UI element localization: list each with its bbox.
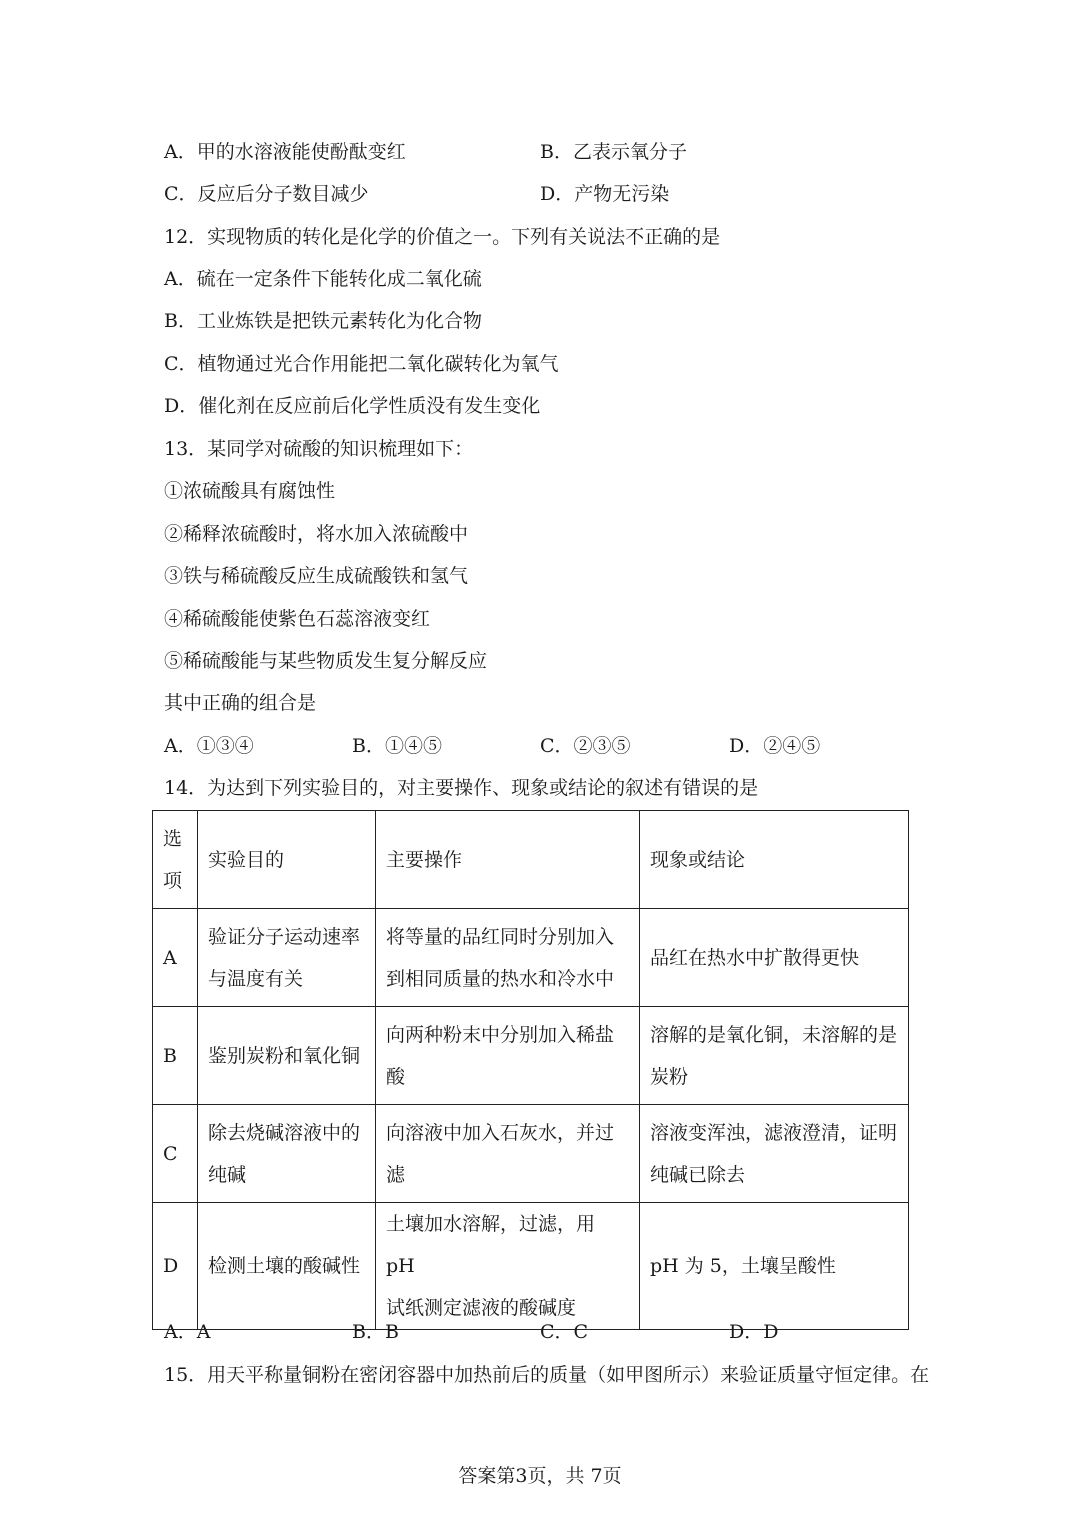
header-operation-cell: 主要操作 xyxy=(376,811,640,909)
row-option: B xyxy=(153,1007,198,1105)
row-operation-line2: 到相同质量的热水和冷水中 xyxy=(386,967,615,990)
header-option-line1: 选 xyxy=(163,827,183,850)
q13-item-3: ③铁与稀硫酸反应生成硫酸铁和氢气 xyxy=(164,565,469,587)
row-result-line1: 溶解的是氧化铜，未溶解的是 xyxy=(650,1023,898,1046)
q14-table xyxy=(152,810,909,1330)
q11-option-b: B．乙表示氧分子 xyxy=(540,141,687,163)
row-operation-line1: 土壤加水溶解，过滤，用 pH xyxy=(386,1213,596,1277)
q12-option-a: A．硫在一定条件下能转化成二氧化硫 xyxy=(164,268,482,290)
row-operation-line2: 酸 xyxy=(386,1065,406,1088)
row-goal xyxy=(198,1105,376,1203)
row-goal-line1: 验证分子运动速率 xyxy=(208,925,361,948)
row-operation-line1: 将等量的品红同时分别加入 xyxy=(386,925,615,948)
row-result: 品红在热水中扩散得更快 xyxy=(640,909,909,1007)
header-goal-cell: 实验目的 xyxy=(198,811,376,909)
q13-prompt: 其中正确的组合是 xyxy=(164,692,317,714)
q14-option-c: C．C xyxy=(540,1321,589,1343)
q13-item-4: ④稀硫酸能使紫色石蕊溶液变红 xyxy=(164,608,431,630)
row-result xyxy=(640,1007,909,1105)
q11-option-d: D．产物无污染 xyxy=(540,183,670,205)
row-goal-line2: 与温度有关 xyxy=(208,967,304,990)
row-goal-line2: 纯碱 xyxy=(208,1163,247,1186)
q14-option-b: B．B xyxy=(352,1321,399,1343)
table-row xyxy=(153,1007,909,1105)
row-result: pH 为 5，土壤呈酸性 xyxy=(640,1203,909,1330)
row-operation: 向溶液中加入石灰水，并过滤 xyxy=(376,1105,640,1203)
q13-item-5: ⑤稀硫酸能与某些物质发生复分解反应 xyxy=(164,650,488,672)
header-option-cell xyxy=(153,811,198,909)
q12-option-d: D．催化剂在反应前后化学性质没有发生变化 xyxy=(164,395,541,417)
row-option: D xyxy=(153,1203,198,1330)
row-goal: 检测土壤的酸碱性 xyxy=(198,1203,376,1330)
row-goal xyxy=(198,909,376,1007)
row-result-line2: 纯碱已除去 xyxy=(650,1163,746,1186)
row-result xyxy=(640,1105,909,1203)
q12-option-c: C．植物通过光合作用能把二氧化碳转化为氧气 xyxy=(164,353,559,375)
row-operation xyxy=(376,1203,640,1330)
row-result-line1: 溶液变浑浊，滤液澄清，证明 xyxy=(650,1121,898,1144)
page-footer: 答案第3页，共 7页 xyxy=(458,1465,622,1487)
q15-stem: 15．用天平称量铜粉在密闭容器中加热前后的质量（如甲图所示）来验证质量守恒定律。在 xyxy=(164,1364,930,1386)
row-operation xyxy=(376,909,640,1007)
row-goal-line1: 除去烧碱溶液中的 xyxy=(208,1121,361,1144)
table-row xyxy=(153,909,909,1007)
table-header-row xyxy=(153,811,909,909)
q12-option-b: B．工业炼铁是把铁元素转化为化合物 xyxy=(164,310,482,332)
q14-option-a: A．A xyxy=(164,1321,211,1343)
row-operation-line1: 向两种粉末中分别加入稀盐 xyxy=(386,1023,615,1046)
q13-option-b: B．①④⑤ xyxy=(352,735,442,757)
q13-item-1: ①浓硫酸具有腐蚀性 xyxy=(164,480,336,502)
q12-stem: 12．实现物质的转化是化学的价值之一。下列有关说法不正确的是 xyxy=(164,226,721,248)
q14-option-d: D．D xyxy=(729,1321,779,1343)
q13-item-2: ②稀释浓硫酸时，将水加入浓硫酸中 xyxy=(164,523,469,545)
table-row xyxy=(153,1105,909,1203)
row-result-line2: 炭粉 xyxy=(650,1065,689,1088)
row-option: A xyxy=(153,909,198,1007)
row-operation-line2: 试纸测定滤液的酸碱度 xyxy=(386,1297,577,1319)
q13-option-d: D．②④⑤ xyxy=(729,735,821,757)
q14-stem: 14．为达到下列实验目的，对主要操作、现象或结论的叙述有错误的是 xyxy=(164,777,759,799)
q13-option-c: C．②③⑤ xyxy=(540,735,631,757)
row-goal: 鉴别炭粉和氧化铜 xyxy=(198,1007,376,1105)
row-option: C xyxy=(153,1105,198,1203)
header-option-line2: 项 xyxy=(163,869,183,892)
q13-stem: 13．某同学对硫酸的知识梳理如下： xyxy=(164,438,474,460)
row-operation xyxy=(376,1007,640,1105)
q11-option-a: A．甲的水溶液能使酚酞变红 xyxy=(164,141,406,163)
table-row xyxy=(153,1203,909,1330)
header-result-cell: 现象或结论 xyxy=(640,811,909,909)
q11-option-c: C．反应后分子数目减少 xyxy=(164,183,369,205)
q13-option-a: A．①③④ xyxy=(164,735,254,757)
